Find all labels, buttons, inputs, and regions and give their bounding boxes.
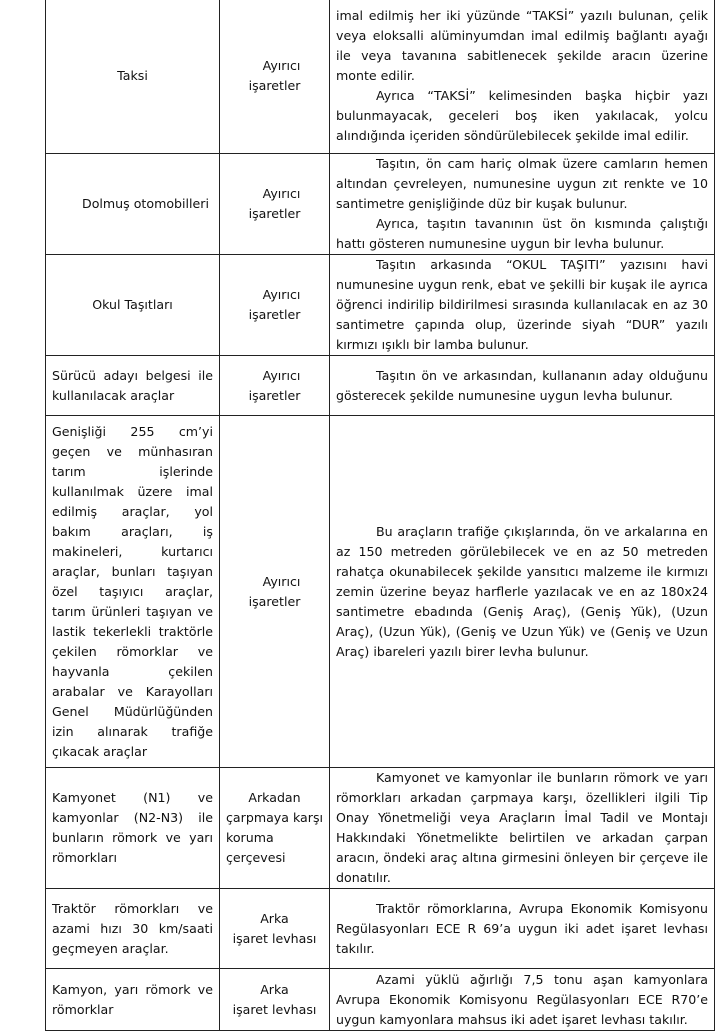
vehicle-cell (46, 356, 220, 416)
sign-type-label: Arka işaret levhası (232, 981, 317, 1017)
description-cell (330, 889, 715, 969)
table-row (46, 255, 715, 356)
sign-type-cell (220, 154, 330, 255)
sign-type-label: Ayırıcı işaretler (248, 186, 301, 221)
vehicle-cell (46, 889, 220, 969)
description-cell (330, 416, 715, 768)
vehicle-cell (46, 416, 220, 768)
description-paragraph: Kamyonet ve kamyonlar ile bunların römork ve yarı römorkları arkadan çarpmaya karşı, özellikleri ilgili Tip Onay Yönetmeliği veya Araçların İmal Tadil ve Montajı Hakkındaki Yönetmelikte belirtilen ve arkadan çarpan aracın, öndeki araç altına girmesini önleyen bir çerçeve ile donatılır. (336, 770, 708, 885)
table-row (46, 889, 715, 969)
vehicle-cell (46, 154, 220, 255)
vehicle-label: Traktör römorkları ve azami hızı 30 km/saati geçmeyen araçlar. (52, 900, 213, 956)
vehicle-cell (46, 255, 220, 356)
vehicle-label: Sürücü adayı belgesi ile kullanılacak araçlar (52, 367, 213, 403)
description-paragraph: Azami yüklü ağırlığı 7,5 tonu aşan kamyonlara Avrupa Ekonomik Komisyonu Regülasyonları ECE R70’e uygun kamyonlara mahsus iki adet işaret levhası takılır. (336, 971, 708, 1027)
description-paragraph: Taşıtın, ön cam hariç olmak üzere camların hemen altından çevreleyen, numunesine uygun zıt renkte ve 10 santimetre genişliğinde düz bir kuşak bulunur. (336, 156, 708, 211)
vehicle-label: Dolmuş otomobilleri (82, 196, 209, 211)
sign-type-cell (220, 889, 330, 969)
sign-type-cell (220, 969, 330, 1031)
description-paragraph: Traktör römorklarına, Avrupa Ekonomik Komisyonu Regülasyonları ECE R 69’a uygun iki adet işaret levhası takılır. (336, 900, 708, 956)
description-cell (330, 0, 715, 154)
sign-type-label: Arkadan çarpmaya karşı koruma çerçevesi (226, 790, 323, 865)
vehicle-label: Okul Taşıtları (92, 297, 173, 312)
sign-type-label: Ayırıcı işaretler (248, 287, 301, 322)
sign-type-cell (220, 416, 330, 768)
table-row (46, 416, 715, 768)
table-row (46, 0, 715, 154)
table-row (46, 768, 715, 889)
description-cell (330, 255, 715, 356)
sign-type-label: Ayırıcı işaretler (248, 367, 301, 403)
table-row (46, 154, 715, 255)
description-paragraph: Taşıtın arkasında “OKUL TAŞITI” yazısını havi numunesine uygun renk, ebat ve şekilli bir kuşak ile ayrıca öğrenci indirilip bildirilmesi sırasında kullanılacak en az 30 santimetre çapında olup, üzerinde siyah “DUR” yazılı kırmızı ışıklı bir lamba bulunur. (336, 257, 708, 352)
description-paragraph: Ayrıca, taşıtın tavanının üst ön kısmında çalıştığı hattı gösteren numunesine uygun bir levha bulunur. (336, 216, 708, 251)
table-row (46, 969, 715, 1031)
description-cell (330, 154, 715, 255)
sign-type-cell (220, 255, 330, 356)
table-row (46, 356, 715, 416)
description-paragraph: Ayrıca “TAKSİ” kelimesinden başka hiçbir yazı bulunmayacak, geceleri boş iken yakılacak, yolcu alındığında içeriden söndürülebilecek şekilde imal edilir. (336, 87, 708, 143)
sign-type-label: Ayırıcı işaretler (248, 57, 301, 93)
sign-type-cell (220, 356, 330, 416)
vehicle-label: Taksi (117, 67, 148, 83)
vehicle-cell (46, 768, 220, 889)
description-paragraph: Bu araçların trafiğe çıkışlarında, ön ve arkalarına en az 150 metreden görülebilecek ve en az 50 metreden rahatça okunabilecek şekilde yansıtıcı malzeme ile kırmızı zemin üzerine beyaz harflerle yazılacak ve en az 180x24 santimetre ebadında (Geniş Araç), (Geniş Yük), (Uzun Araç), (Uzun Yük), (Geniş ve Uzun Yük) ve (Geniş ve Uzun Araç) ibareleri yazılı birer levha bulunur. (336, 523, 708, 659)
description-cell (330, 969, 715, 1031)
description-cell (330, 768, 715, 889)
sign-type-cell (220, 0, 330, 154)
regulation-table (45, 0, 715, 1031)
vehicle-cell (46, 0, 220, 154)
vehicle-label: Kamyonet (N1) ve kamyonlar (N2-N3) ile bunların römork ve yarı römorkları (52, 790, 213, 865)
sign-type-label: Ayırıcı işaretler (248, 573, 301, 609)
sign-type-cell (220, 768, 330, 889)
vehicle-cell (46, 969, 220, 1031)
vehicle-label: Genişliği 255 cm’yi geçen ve münhasıran tarım işlerinde kullanılmak üzere imal edilmiş araçlar, yol bakım araçları, iş makineleri, kurtarıcı araçlar, bunları taşıyan özel taşıyıcı araçlar, tarım ürünleri taşıyan ve lastik tekerlekli traktörle çekilen römorklar ve hayvanla çekilen arabalar ve Karayolları Genel Müdürlüğünden izin alınarak trafiğe çıkacak araçlar (52, 423, 213, 759)
description-cell (330, 356, 715, 416)
description-paragraph: Taşıtın ön ve arkasından, kullananın aday olduğunu gösterecek şekilde numunesine uygun levha bulunur. (336, 367, 708, 403)
sign-type-label: Arka işaret levhası (232, 910, 317, 946)
vehicle-label: Kamyon, yarı römork ve römorklar (52, 981, 213, 1017)
description-paragraph: imal edilmiş her iki yüzünde “TAKSİ” yazılı bulunan, çelik veya eloksalli alüminyumdan imal edilmiş bağlantı ayağı ile veya tavanına sabitlenecek şekilde aracın üzerine monte edilir. (336, 7, 708, 83)
